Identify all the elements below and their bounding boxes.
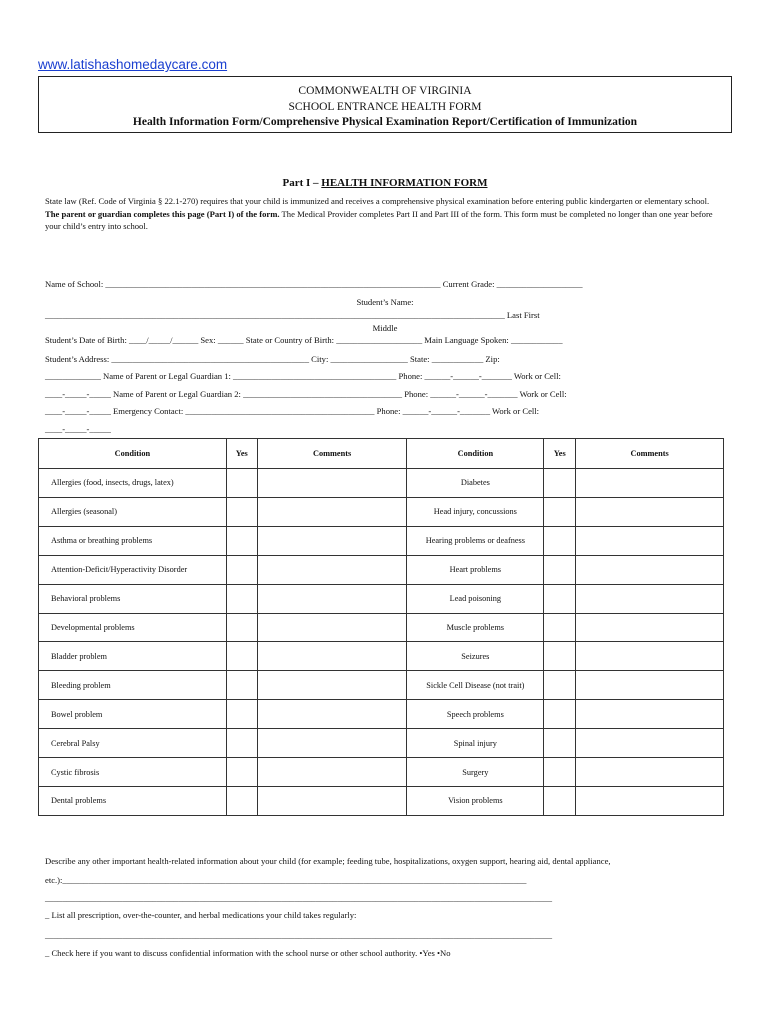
comments-cell[interactable] bbox=[576, 584, 724, 613]
condition-label: Seizures bbox=[407, 642, 544, 671]
yes-cell[interactable] bbox=[544, 526, 576, 555]
part-title bbox=[0, 177, 770, 189]
table-row bbox=[39, 555, 724, 584]
condition-label: Allergies (food, insects, drugs, latex) bbox=[39, 469, 227, 498]
condition-label: Diabetes bbox=[407, 469, 544, 498]
header-condition: Condition bbox=[39, 439, 227, 469]
yes-cell[interactable] bbox=[544, 758, 576, 787]
condition-label: Cystic fibrosis bbox=[39, 758, 227, 787]
condition-label: Allergies (seasonal) bbox=[39, 497, 227, 526]
header-form-name: SCHOOL ENTRANCE HEALTH FORM bbox=[288, 100, 482, 113]
comments-cell[interactable] bbox=[576, 671, 724, 700]
comments-cell[interactable] bbox=[576, 555, 724, 584]
student-name-label: Student’s Name: bbox=[356, 297, 414, 307]
comments-cell[interactable] bbox=[576, 469, 724, 498]
conditions-table bbox=[38, 438, 724, 816]
intro-paragraph bbox=[45, 195, 725, 233]
describe-prompt: Describe any other important health-related information about your child (for example; feeding tube, hospitalizations, oxygen support, hearing aid, dental appliance, bbox=[45, 856, 611, 866]
comments-cell[interactable] bbox=[576, 613, 724, 642]
yes-cell[interactable] bbox=[544, 613, 576, 642]
condition-label: Cerebral Palsy bbox=[39, 729, 227, 758]
table-row bbox=[39, 729, 724, 758]
table-row bbox=[39, 758, 724, 787]
header-commonwealth: COMMONWEALTH OF VIRGINIA bbox=[298, 85, 472, 97]
condition-label: Vision problems bbox=[407, 786, 544, 815]
comments-cell[interactable] bbox=[576, 526, 724, 555]
comments-cell[interactable] bbox=[257, 786, 407, 815]
website-link[interactable]: www.latishashomedaycare.com bbox=[38, 57, 228, 72]
yes-cell[interactable] bbox=[544, 700, 576, 729]
yes-cell[interactable] bbox=[544, 469, 576, 498]
table-row bbox=[39, 700, 724, 729]
medications-field[interactable]: ______________________________________________________________________________________________________________________ bbox=[45, 930, 553, 940]
yes-cell[interactable] bbox=[544, 786, 576, 815]
header-comments: Comments bbox=[576, 439, 724, 469]
table-row bbox=[39, 584, 724, 613]
header-yes: Yes bbox=[544, 439, 576, 469]
condition-label: Bleeding problem bbox=[39, 671, 227, 700]
address-field[interactable]: Student’s Address: ______________________________________________ City: __________________ State: ____________ Zip: bbox=[45, 354, 500, 364]
condition-label: Muscle problems bbox=[407, 613, 544, 642]
dob-field[interactable]: Student’s Date of Birth: ____/_____/______ Sex: ______ State or Country of Birth: ____________________ Main Language Spoken: ____________ bbox=[45, 335, 563, 345]
table-row bbox=[39, 786, 724, 815]
part-heading: HEALTH INFORMATION FORM bbox=[321, 177, 488, 189]
condition-label: Developmental problems bbox=[39, 613, 227, 642]
yes-cell[interactable] bbox=[544, 729, 576, 758]
school-field[interactable]: Name of School: ______________________________________________________________________________ Current Grade: ____________________ bbox=[45, 279, 583, 289]
condition-label: Bowel problem bbox=[39, 700, 227, 729]
yes-cell[interactable] bbox=[226, 469, 257, 498]
header-subtitle: Health Information Form/Comprehensive Physical Examination Report/Certification of Immunization bbox=[132, 116, 638, 128]
comments-cell[interactable] bbox=[257, 469, 407, 498]
comments-cell[interactable] bbox=[257, 758, 407, 787]
comments-cell[interactable] bbox=[576, 786, 724, 815]
comments-cell[interactable] bbox=[257, 613, 407, 642]
comments-cell[interactable] bbox=[257, 555, 407, 584]
medications-prompt: _ List all prescription, over-the-counter, and herbal medications your child takes regularly: bbox=[45, 910, 357, 920]
yes-cell[interactable] bbox=[544, 555, 576, 584]
condition-label: Lead poisoning bbox=[407, 584, 544, 613]
yes-cell[interactable] bbox=[226, 729, 257, 758]
yes-cell[interactable] bbox=[226, 584, 257, 613]
form-header bbox=[38, 76, 732, 133]
guardian-2-field[interactable]: ____-_____-_____ Name of Parent or Legal Guardian 2: _____________________________________ Phone: ______-______-_______ Work or Cell: bbox=[45, 389, 567, 399]
condition-label: Hearing problems or deafness bbox=[407, 526, 544, 555]
condition-label: Sickle Cell Disease (not trait) bbox=[407, 671, 544, 700]
yes-cell[interactable] bbox=[226, 700, 257, 729]
table-row bbox=[39, 642, 724, 671]
guardian-1-field[interactable]: _____________ Name of Parent or Legal Guardian 1: ______________________________________ Phone: ______-______-_______ Work or Cell: bbox=[45, 371, 561, 381]
comments-cell[interactable] bbox=[576, 758, 724, 787]
condition-label: Spinal injury bbox=[407, 729, 544, 758]
yes-cell[interactable] bbox=[544, 671, 576, 700]
header-comments: Comments bbox=[257, 439, 407, 469]
condition-label: Bladder problem bbox=[39, 642, 227, 671]
other-info-line-2[interactable]: ______________________________________________________________________________________________________________________ bbox=[45, 893, 553, 903]
comments-cell[interactable] bbox=[257, 526, 407, 555]
condition-label: Heart problems bbox=[407, 555, 544, 584]
yes-cell[interactable] bbox=[226, 555, 257, 584]
yes-cell[interactable] bbox=[544, 642, 576, 671]
comments-cell[interactable] bbox=[257, 700, 407, 729]
intro-text-1: State law (Ref. Code of Virginia § 22.1-270) requires that your child is immunized and receives a comprehensive physical examination before entering public kindergarten or elementary school. bbox=[45, 196, 710, 206]
table-row bbox=[39, 671, 724, 700]
yes-cell[interactable] bbox=[544, 584, 576, 613]
table-header-row bbox=[39, 439, 724, 469]
yes-cell[interactable] bbox=[226, 642, 257, 671]
condition-label: Head injury, concussions bbox=[407, 497, 544, 526]
yes-cell[interactable] bbox=[226, 613, 257, 642]
comments-cell[interactable] bbox=[576, 700, 724, 729]
table-row bbox=[39, 613, 724, 642]
condition-label: Surgery bbox=[407, 758, 544, 787]
yes-cell[interactable] bbox=[226, 671, 257, 700]
yes-cell[interactable] bbox=[226, 758, 257, 787]
yes-cell[interactable] bbox=[226, 497, 257, 526]
yes-cell[interactable] bbox=[544, 497, 576, 526]
comments-cell[interactable] bbox=[257, 584, 407, 613]
condition-label: Dental problems bbox=[39, 786, 227, 815]
intro-text-2: The Medical Provider completes Part II and Part III of the form. This form must be completed no longer than one year before your child’s entry into school. bbox=[45, 208, 713, 231]
table-row bbox=[39, 497, 724, 526]
header-condition: Condition bbox=[407, 439, 544, 469]
table-row bbox=[39, 526, 724, 555]
table-row bbox=[39, 469, 724, 498]
middle-label: Middle bbox=[372, 323, 398, 333]
confidential-checkbox-line[interactable]: _ Check here if you want to discuss confidential information with the school nurse or other school authority. •Yes •No bbox=[45, 948, 451, 958]
comments-cell[interactable] bbox=[576, 642, 724, 671]
header-yes: Yes bbox=[226, 439, 257, 469]
student-name-field[interactable]: ___________________________________________________________________________________________________________ Last First bbox=[45, 310, 540, 320]
condition-label: Speech problems bbox=[407, 700, 544, 729]
part-prefix: Part I – bbox=[282, 177, 322, 189]
other-info-field[interactable]: etc.):____________________________________________________________________________________________________________ bbox=[45, 875, 527, 885]
intro-bold: The parent or guardian completes this page (Part I) of the form. bbox=[45, 208, 280, 219]
yes-cell[interactable] bbox=[226, 526, 257, 555]
condition-label: Asthma or breathing problems bbox=[39, 526, 227, 555]
condition-label: Attention-Deficit/Hyperactivity Disorder bbox=[39, 555, 227, 584]
condition-label: Behavioral problems bbox=[39, 584, 227, 613]
comments-cell[interactable] bbox=[257, 497, 407, 526]
emergency-phone-tail[interactable]: ____-_____-_____ bbox=[45, 424, 111, 434]
comments-cell[interactable] bbox=[576, 729, 724, 758]
comments-cell[interactable] bbox=[257, 729, 407, 758]
comments-cell[interactable] bbox=[257, 642, 407, 671]
yes-cell[interactable] bbox=[226, 786, 257, 815]
comments-cell[interactable] bbox=[576, 497, 724, 526]
emergency-contact-field[interactable]: ____-_____-_____ Emergency Contact: ____________________________________________ Phone: ______-______-_______ Work or Cell: bbox=[45, 406, 540, 416]
comments-cell[interactable] bbox=[257, 671, 407, 700]
